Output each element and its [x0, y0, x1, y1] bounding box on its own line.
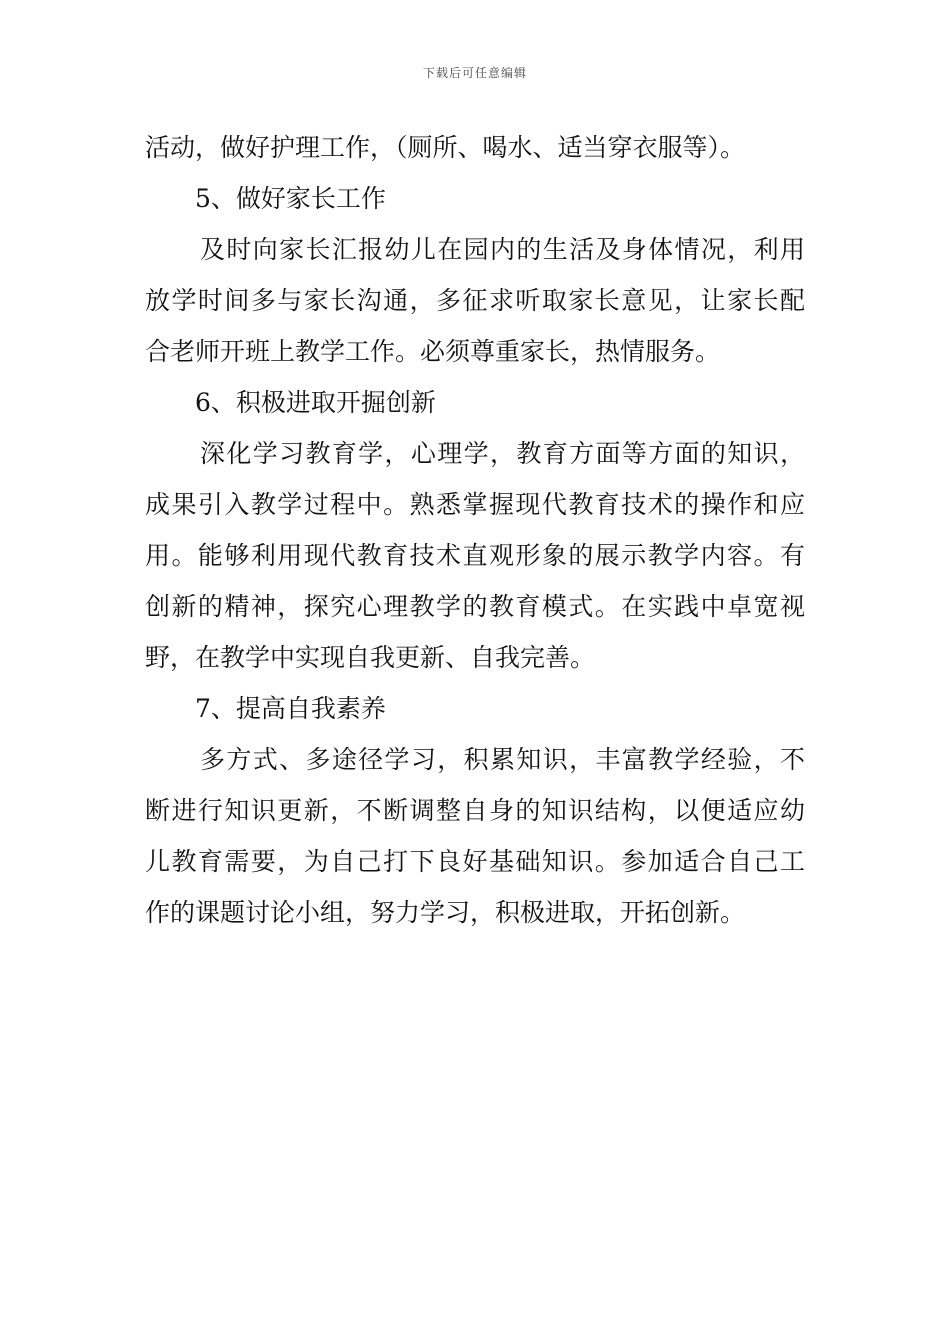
paragraph-line: 成果引入教学过程中。熟悉掌握现代教育技术的操作和应 — [145, 490, 805, 519]
paragraph-line: 儿教育需要，为自己打下良好基础知识。参加适合自己工 — [145, 847, 805, 876]
paragraph-line: 放学时间多与家长沟通，多征求听取家长意见，让家长配 — [145, 286, 805, 315]
paragraph-line: 断进行知识更新，不断调整自身的知识结构，以便适应幼 — [145, 796, 805, 825]
section-heading: 5、做好家长工作 — [195, 184, 386, 213]
paragraph-line: 多方式、多途径学习，积累知识，丰富教学经验，不 — [200, 745, 805, 774]
paragraph-line: 野，在教学中实现自我更新、自我完善。 — [145, 643, 596, 672]
section-heading: 6、积极进取开掘创新 — [195, 388, 436, 417]
page-header-note: 下载后可任意编辑 — [422, 66, 527, 80]
document-body — [145, 122, 805, 938]
paragraph-line: 用。能够利用现代教育技术直观形象的展示教学内容。有 — [145, 541, 805, 570]
text-line: 活动，做好护理工作，（厕所、喝水、适当穿衣服等）。 — [145, 133, 746, 162]
paragraph-line: 合老师开班上教学工作。必须尊重家长，热情服务。 — [145, 337, 721, 366]
paragraph-line: 及时向家长汇报幼儿在园内的生活及身体情况，利用 — [200, 235, 805, 264]
paragraph-line: 创新的精神，探究心理教学的教育模式。在实践中卓宽视 — [145, 592, 805, 621]
paragraph-line: 深化学习教育学，心理学，教育方面等方面的知识， — [200, 439, 805, 468]
section-heading: 7、提高自我素养 — [195, 694, 386, 723]
paragraph-line: 作的课题讨论小组，努力学习，积极进取，开拓创新。 — [145, 898, 746, 927]
